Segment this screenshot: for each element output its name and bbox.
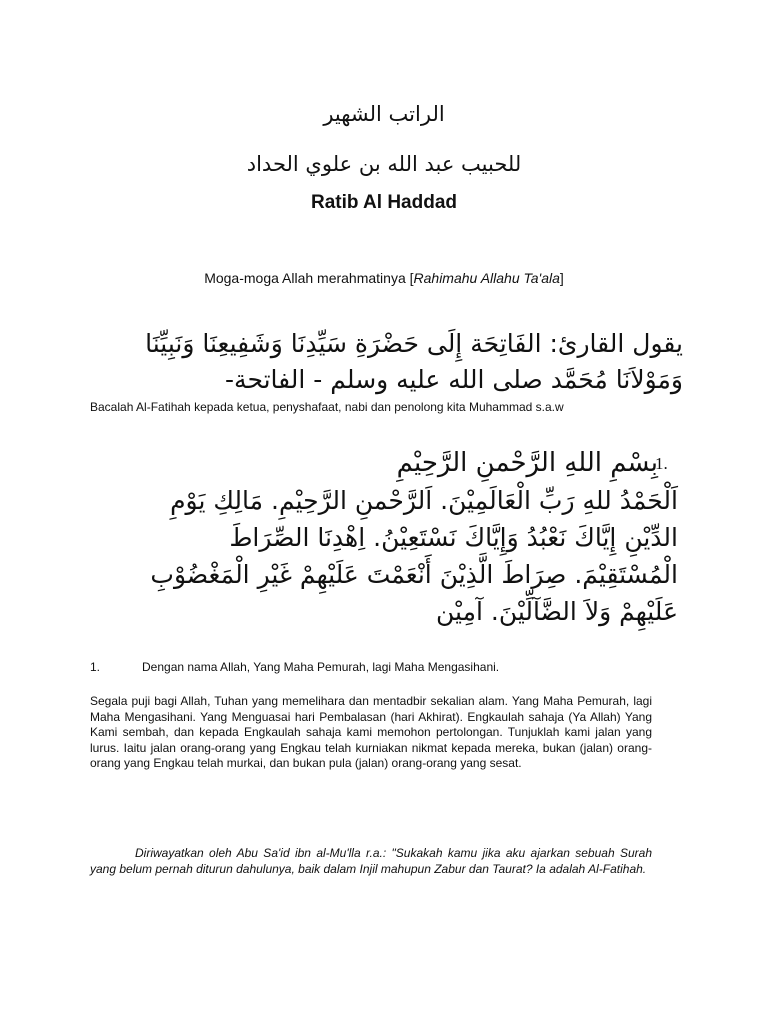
intro-suffix: ] [559, 270, 564, 286]
intro-prefix: Moga-moga Allah merahmatinya [ [204, 270, 414, 286]
translation-heading [90, 660, 499, 674]
translation-body: Segala puji bagi Allah, Tuhan yang memelihara dan mentadbir sekalian alam. Yang Maha Pemurah, lagi Maha Mengasihani. Yang Menguasai hari Pembalasan (hari Akhirat). Engkaulah sahaja (Ya Allah) Yang Kami sembah, dan kepada Engkaulah sahaja kami memohon pertolongan. Tunjuklah kami jalan yang lurus. Iaitu jalan orang-orang yang Engkau telah kurniakan nikmat kepada mereka, bukan (jalan) orang-orang yang Engkau telah murkai, dan bukan pula (jalan) orang-orang yang sesat. [90, 694, 652, 770]
section-number: 1. [655, 454, 668, 473]
fatihah-line-3: الْمُسْتَقِيْمَ. صِرَاطَ الَّذِيْنَ أَنْعَمْتَ عَلَيْهِمْ غَيْرِ الْمَغْضُوْبِ [150, 560, 678, 589]
fatihah-line-4: عَلَيْهِمْ وَلاَ الضَّآلِّيْنَ. آمِيْن [436, 597, 678, 626]
fatihah-line-2: الدِّيْنِ إِيَّاكَ نَعْبُدُ وَإِيَّاكَ نَسْتَعِيْنُ. اِهْدِنَا الصِّرَاطَ [229, 523, 678, 552]
hadith-note: Diriwayatkan oleh Abu Sa'id ibn al-Mu'lla r.a.: "Sukakah kamu jika aku ajarkan sebuah Surah yang belum pernah diturun dahulunya, baik dalam Injil mahupun Zabur dan Taurat? Ia adalah Al-Fatihah. [90, 846, 652, 876]
english-title: Ratib Al Haddad [310, 192, 458, 213]
arabic-subtitle: للحبيب عبد الله بن علوي الحداد [246, 152, 522, 176]
translation-number: 1. [90, 660, 101, 674]
reciter-line-2: وَمَوْلاَنَا مُحَمَّد صلى الله عليه وسلم - الفاتحة- [225, 365, 683, 394]
reciter-caption: Bacalah Al-Fatihah kepada ketua, penyshafaat, nabi dan penolong kita Muhammad s.a.w [90, 400, 564, 414]
translation-heading-text: Dengan nama Allah, Yang Maha Pemurah, lagi Maha Mengasihani. [142, 660, 500, 674]
fatihah-arabic [78, 482, 678, 630]
reciter-arabic [83, 326, 683, 398]
arabic-title: الراتب الشهير [323, 102, 445, 126]
basmala: بِسْمِ اللهِ الرَّحْمنِ الرَّحِيْمِ [396, 448, 658, 478]
intro-italic: Rahimahu Allahu Ta'ala [413, 270, 560, 286]
intro-line [0, 270, 768, 286]
fatihah-line-1: اَلْحَمْدُ للهِ رَبِّ الْعَالَمِيْنَ. اَلرَّحْمنِ الرَّحِيْمِ. مَالِكِ يَوْمِ [170, 486, 678, 515]
reciter-line-1: يقول القارئ: الفَاتِحَة إِلَى حَضْرَةِ سَيِّدِنَا وَشَفِيعِنَا وَنَبِيِّنَا [145, 329, 683, 358]
